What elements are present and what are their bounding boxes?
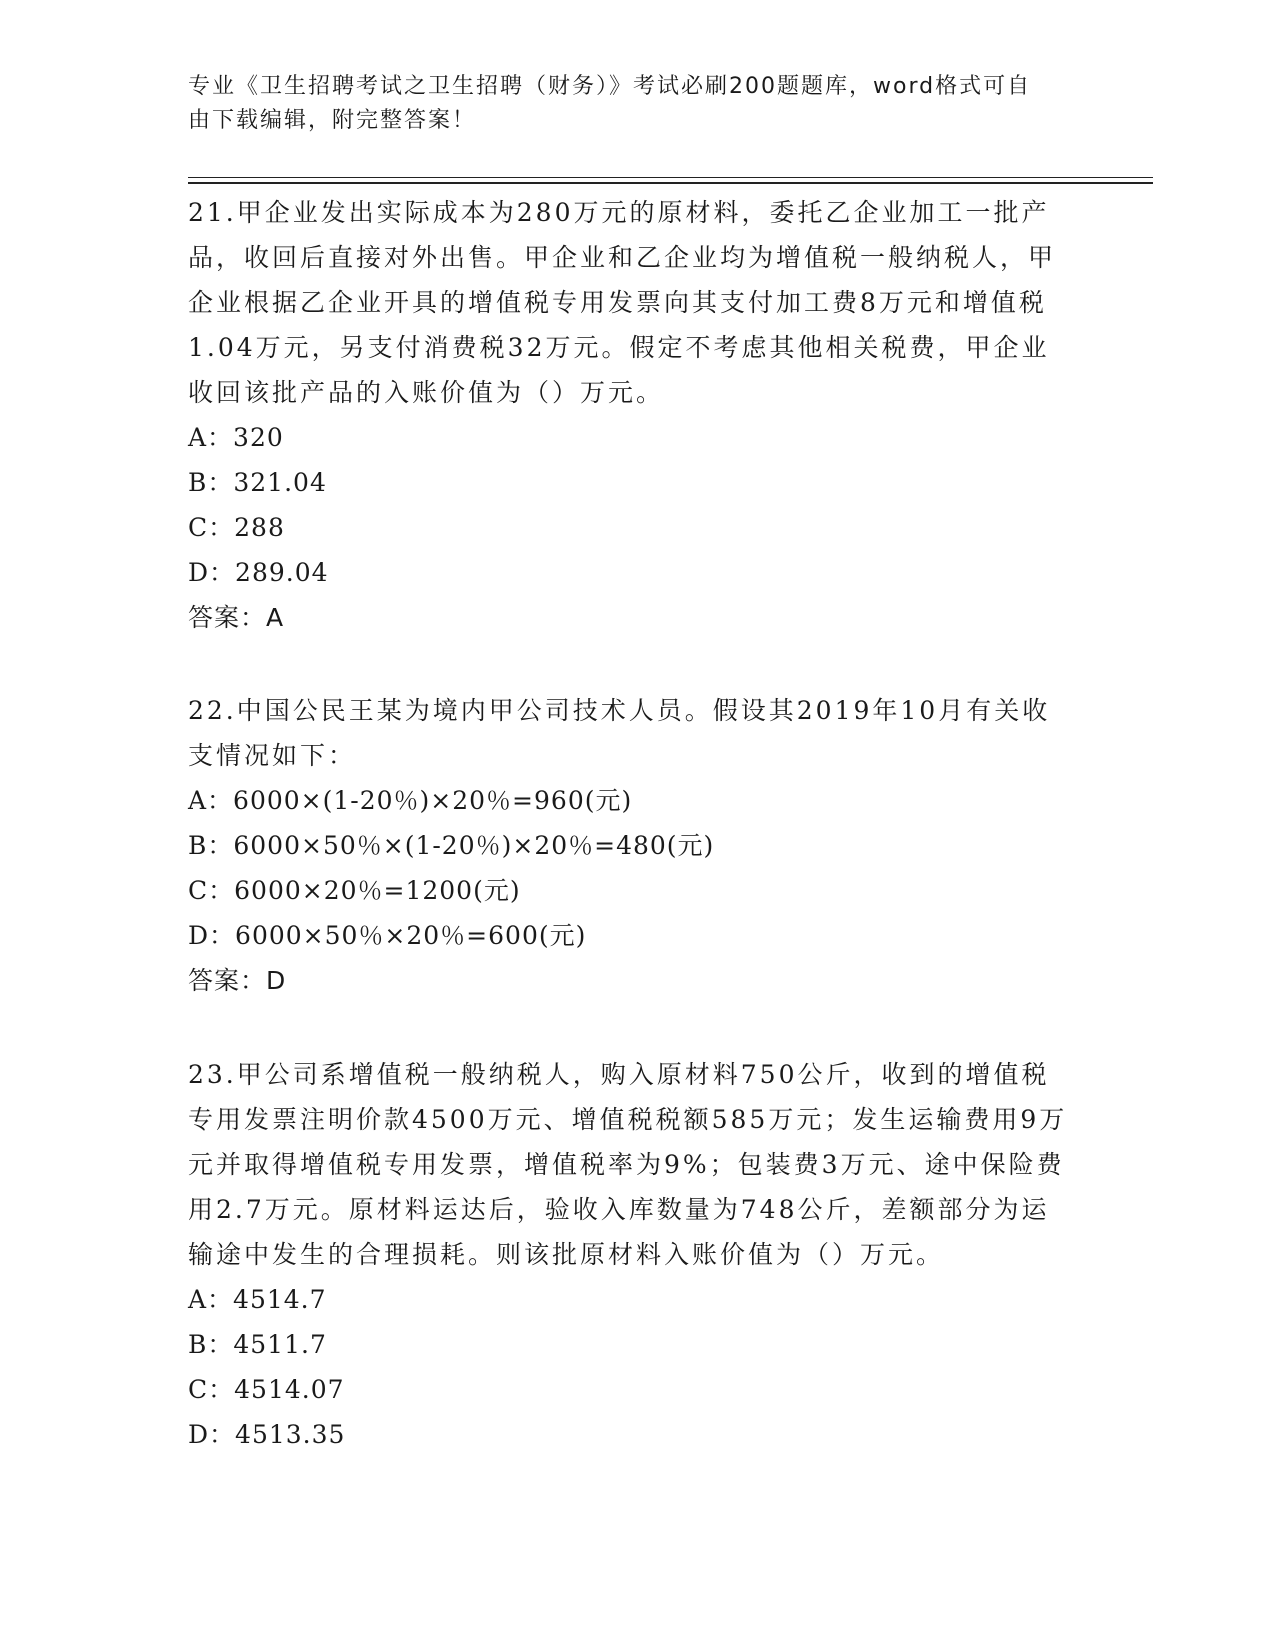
header-divider-thick <box>188 182 1153 184</box>
header-line-2: 由下载编辑，附完整答案！ <box>188 108 477 133</box>
question-text: 23.甲公司系增值税一般纳税人，购入原材料750公斤，收到的增值税专用发票注明价款4500万元、增值税税额585万元；发生运输费用9万元并取得增值税专用发票，增值税率为9%；包装费3万元、途中保险费用2.7万元。原材料运达后，验收入库数量为748公斤，差额部分为运输途中发生的合理损耗。则该批原材料入账价值为（）万元。 <box>188 1060 1068 1269</box>
option-c: C：4514.07 <box>188 1375 345 1404</box>
document-header <box>188 70 1068 138</box>
option-a: A：6000×(1-20％)×20％=960(元) <box>188 786 633 815</box>
option-b: B：4511.7 <box>188 1330 327 1359</box>
question-21 <box>188 190 1068 640</box>
question-23 <box>188 1052 1068 1457</box>
option-d: D：289.04 <box>188 558 329 587</box>
header-line-1: 专业《卫生招聘考试之卫生招聘（财务）》考试必刷200题题库，word格式可自 <box>188 74 1032 99</box>
header-divider-thin <box>188 177 1153 178</box>
option-c: C：288 <box>188 513 285 542</box>
answer: 答案：D <box>188 966 287 995</box>
option-a: A：320 <box>188 423 284 452</box>
option-c: C：6000×20％=1200(元) <box>188 876 521 905</box>
option-d: D：4513.35 <box>188 1420 346 1449</box>
option-b: B：6000×50％×(1-20％)×20％=480(元) <box>188 831 715 860</box>
question-22 <box>188 688 1068 1003</box>
answer: 答案：A <box>188 603 285 632</box>
option-d: D：6000×50％×20％=600(元) <box>188 921 587 950</box>
option-b: B：321.04 <box>188 468 327 497</box>
option-a: A：4514.7 <box>188 1285 327 1314</box>
question-text: 21.甲企业发出实际成本为280万元的原材料，委托乙企业加工一批产品，收回后直接对外出售。甲企业和乙企业均为增值税一般纳税人，甲企业根据乙企业开具的增值税专用发票向其支付加工费8万元和增值税1.04万元，另支付消费税32万元。假定不考虑其他相关税费，甲企业收回该批产品的入账价值为（）万元。 <box>188 198 1057 407</box>
question-text: 22.中国公民王某为境内甲公司技术人员。假设其2019年10月有关收支情况如下： <box>188 696 1051 770</box>
